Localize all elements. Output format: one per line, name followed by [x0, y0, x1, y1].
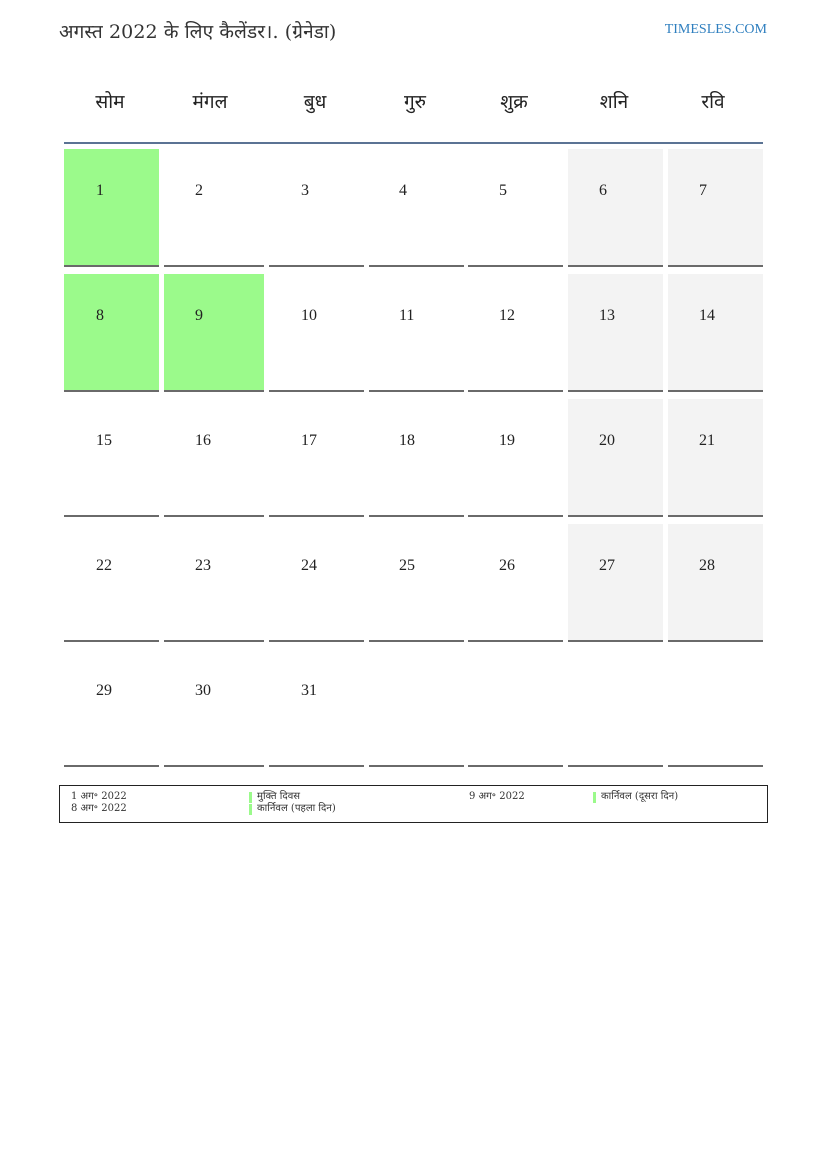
day-cell — [269, 399, 364, 517]
day-cell — [369, 399, 464, 517]
header-divider — [64, 142, 763, 144]
day-cell — [468, 524, 563, 642]
legend-color-swatch — [249, 792, 252, 803]
day-cell — [164, 274, 264, 392]
day-cell — [164, 149, 264, 267]
day-number: 21 — [699, 432, 715, 449]
legend-color-swatch — [249, 804, 252, 815]
day-cell — [369, 274, 464, 392]
day-cell — [568, 524, 663, 642]
day-number: 11 — [399, 307, 415, 324]
day-cell — [269, 524, 364, 642]
day-cell — [468, 399, 563, 517]
day-cell — [164, 649, 264, 767]
day-cell — [64, 524, 159, 642]
day-number: 12 — [499, 307, 515, 324]
day-number: 9 — [195, 307, 203, 324]
day-cell — [468, 274, 563, 392]
day-number: 13 — [599, 307, 615, 324]
day-cell — [269, 649, 364, 767]
day-number: 22 — [96, 557, 112, 574]
day-number: 31 — [301, 682, 317, 699]
day-number: 6 — [599, 182, 607, 199]
holiday-legend — [59, 785, 768, 823]
empty-day-cell — [369, 649, 464, 767]
day-cell — [164, 524, 264, 642]
weekday-wed: बुध — [303, 91, 327, 113]
site-link[interactable]: TIMESLES.COM — [664, 22, 767, 37]
legend-holiday-name: कार्निवल (दूसरा दिन) — [601, 791, 679, 802]
day-cell — [369, 149, 464, 267]
legend-date: 1 अग॰ 2022 — [71, 791, 127, 802]
day-cell — [568, 149, 663, 267]
day-cell — [668, 149, 763, 267]
day-cell — [568, 274, 663, 392]
day-cell — [64, 149, 159, 267]
day-number: 2 — [195, 182, 203, 199]
day-number: 1 — [96, 182, 104, 199]
day-number: 25 — [399, 557, 415, 574]
legend-holiday-name: कार्निवल (पहला दिन) — [257, 803, 336, 814]
day-number: 26 — [499, 557, 515, 574]
weekday-sun: रवि — [701, 91, 725, 113]
day-number: 19 — [499, 432, 515, 449]
day-cell — [64, 274, 159, 392]
empty-day-cell — [668, 649, 763, 767]
day-cell — [269, 274, 364, 392]
day-number: 15 — [96, 432, 112, 449]
day-number: 23 — [195, 557, 211, 574]
day-number: 27 — [599, 557, 615, 574]
day-number: 18 — [399, 432, 415, 449]
legend-color-swatch — [593, 792, 596, 803]
day-cell — [164, 399, 264, 517]
legend-holiday-name: मुक्ति दिवस — [257, 791, 301, 802]
day-cell — [369, 524, 464, 642]
day-number: 7 — [699, 182, 707, 199]
day-cell — [668, 399, 763, 517]
day-number: 14 — [699, 307, 715, 324]
weekday-sat: शनि — [599, 91, 629, 113]
empty-day-cell — [468, 649, 563, 767]
legend-date: 8 अग॰ 2022 — [71, 803, 127, 814]
weekday-thu: गुरु — [403, 91, 427, 113]
day-number: 28 — [699, 557, 715, 574]
page-title: अगस्त 2022 के लिए कैलेंडर।. (ग्रेनेडा) — [59, 21, 337, 43]
day-cell — [64, 649, 159, 767]
day-cell — [468, 149, 563, 267]
day-number: 30 — [195, 682, 211, 699]
day-cell — [269, 149, 364, 267]
day-number: 29 — [96, 682, 112, 699]
day-number: 4 — [399, 182, 407, 199]
day-cell — [64, 399, 159, 517]
day-number: 3 — [301, 182, 309, 199]
day-cell — [668, 524, 763, 642]
day-cell — [568, 399, 663, 517]
day-number: 17 — [301, 432, 317, 449]
weekday-tue: मंगल — [192, 91, 228, 113]
day-cell — [668, 274, 763, 392]
legend-date: 9 अग॰ 2022 — [469, 791, 525, 802]
day-number: 16 — [195, 432, 211, 449]
day-number: 8 — [96, 307, 104, 324]
weekday-fri: शुक्र — [500, 91, 528, 113]
day-number: 10 — [301, 307, 317, 324]
day-number: 5 — [499, 182, 507, 199]
weekday-mon: सोम — [95, 91, 125, 113]
empty-day-cell — [568, 649, 663, 767]
day-number: 24 — [301, 557, 317, 574]
day-number: 20 — [599, 432, 615, 449]
